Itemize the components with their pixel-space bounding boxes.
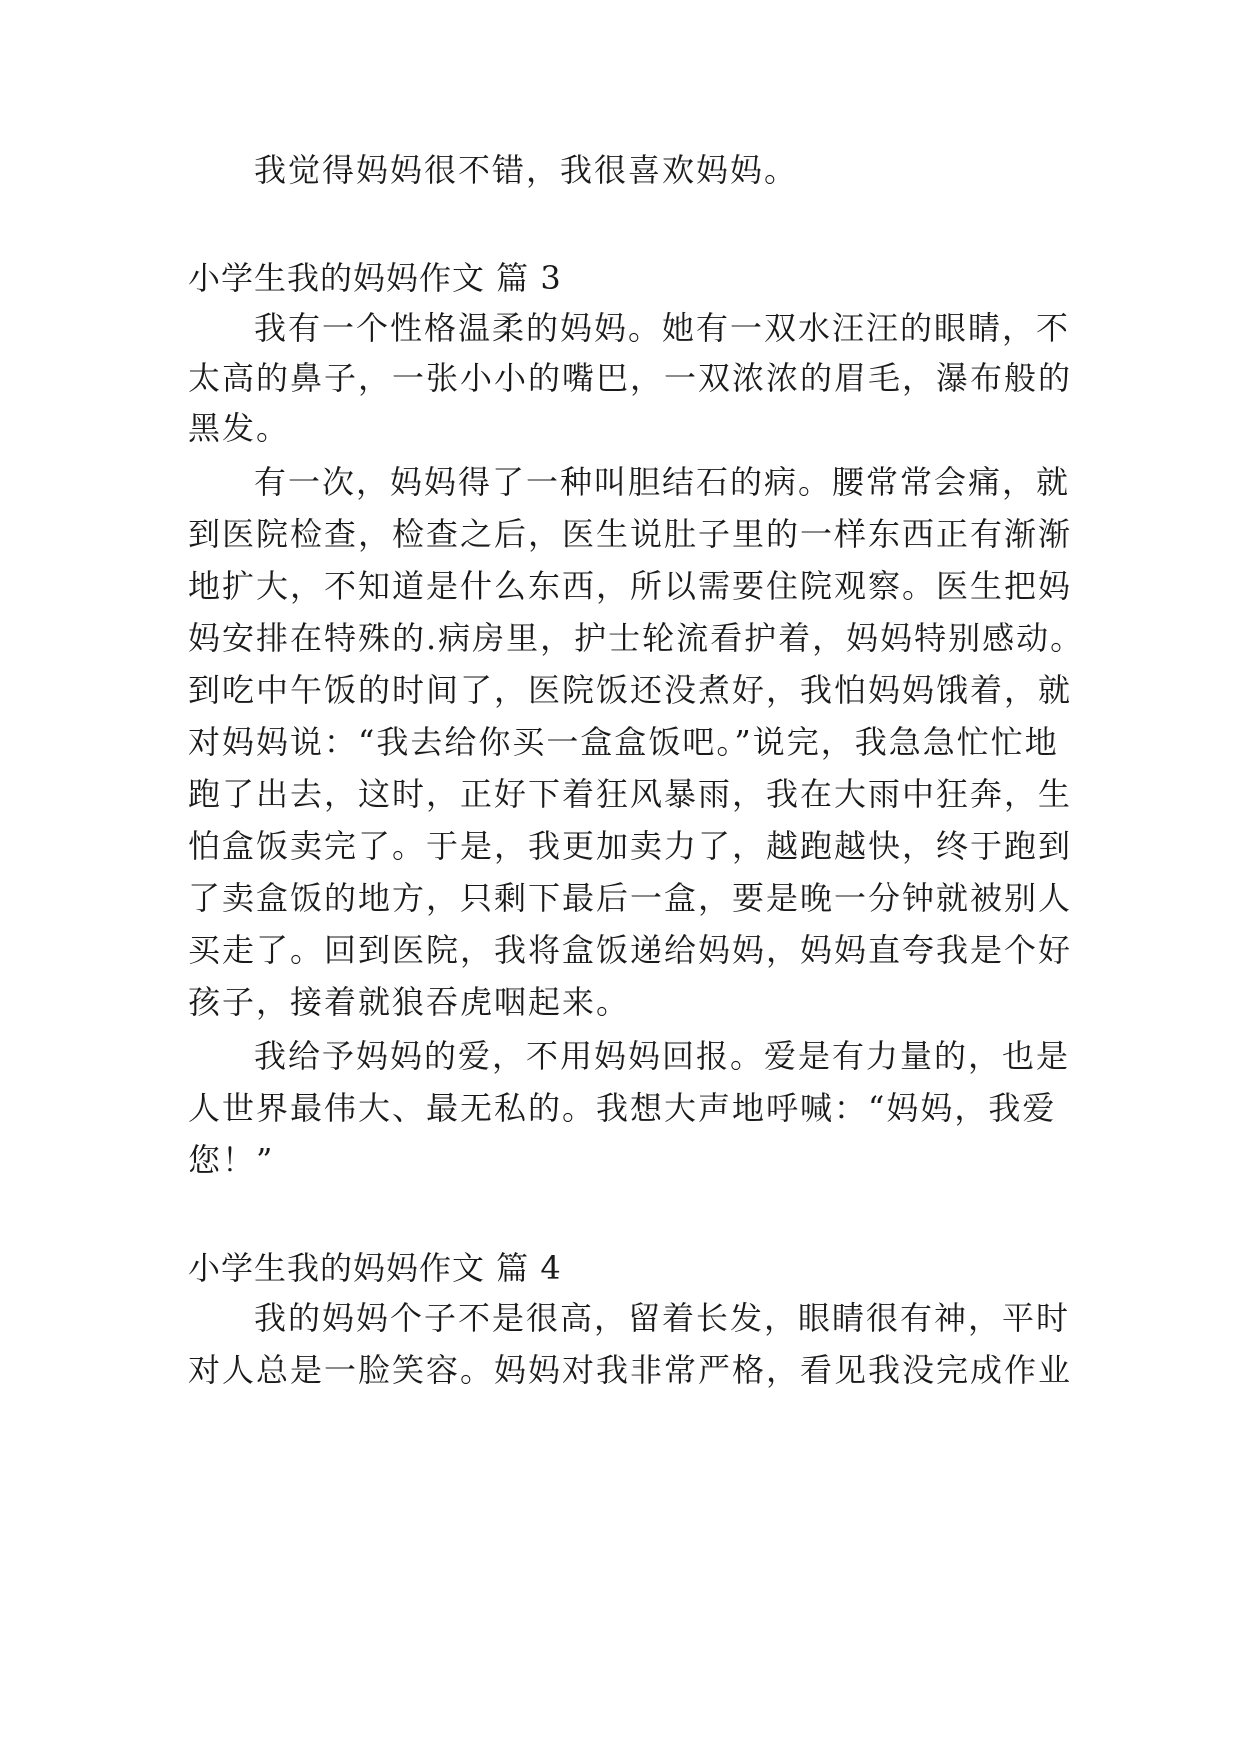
paragraph-line: 怕盒饭卖完了。于是，我更加卖力了，越跑越快，终于跑到 [188, 827, 1073, 865]
paragraph-line: 我给予妈妈的爱，不用妈妈回报。爱是有力量的，也是 [254, 1037, 1071, 1075]
paragraph-line: 地扩大，不知道是什么东西，所以需要住院观察。医生把妈 [188, 567, 1073, 605]
paragraph-line: 买走了。回到医院，我将盒饭递给妈妈，妈妈直夸我是个好 [188, 931, 1073, 969]
section-heading: 小学生我的妈妈作文 篇 4 [188, 1249, 562, 1287]
paragraph-line: 我有一个性格温柔的妈妈。她有一双水汪汪的眼睛，不 [254, 309, 1071, 347]
paragraph-line: 人世界最伟大、最无私的。我想大声地呼喊：“妈妈，我爱 [188, 1089, 1057, 1127]
paragraph-line: 太高的鼻子，一张小小的嘴巴，一双浓浓的眉毛，瀑布般的 [188, 359, 1073, 397]
paragraph-line: 黑发。 [188, 409, 291, 447]
paragraph-line: 有一次，妈妈得了一种叫胆结石的病。腰常常会痛，就 [254, 463, 1071, 501]
paragraph-line: 对人总是一脸笑容。妈妈对我非常严格，看见我没完成作业 [188, 1351, 1073, 1389]
paragraph-line: 妈安排在特殊的.病房里，护士轮流看护着，妈妈特别感动。 [188, 619, 1085, 657]
paragraph-line: 到医院检查，检查之后，医生说肚子里的一样东西正有渐渐 [188, 515, 1073, 553]
section-heading: 小学生我的妈妈作文 篇 3 [188, 259, 562, 297]
paragraph-line: 到吃中午饭的时间了，医院饭还没煮好，我怕妈妈饿着，就 [188, 671, 1073, 709]
paragraph-line: 对妈妈说：“我去给你买一盒盒饭吧。”说完，我急急忙忙地 [188, 723, 1059, 761]
paragraph-line: 我的妈妈个子不是很高，留着长发，眼睛很有神，平时 [254, 1299, 1071, 1337]
paragraph-line: 我觉得妈妈很不错，我很喜欢妈妈。 [254, 151, 799, 189]
paragraph-line: 您！” [188, 1141, 275, 1179]
paragraph-line: 跑了出去，这时，正好下着狂风暴雨，我在大雨中狂奔，生 [188, 775, 1073, 813]
paragraph-line: 了卖盒饭的地方，只剩下最后一盒，要是晚一分钟就被别人 [188, 879, 1073, 917]
paragraph-line: 孩子，接着就狼吞虎咽起来。 [188, 983, 631, 1021]
